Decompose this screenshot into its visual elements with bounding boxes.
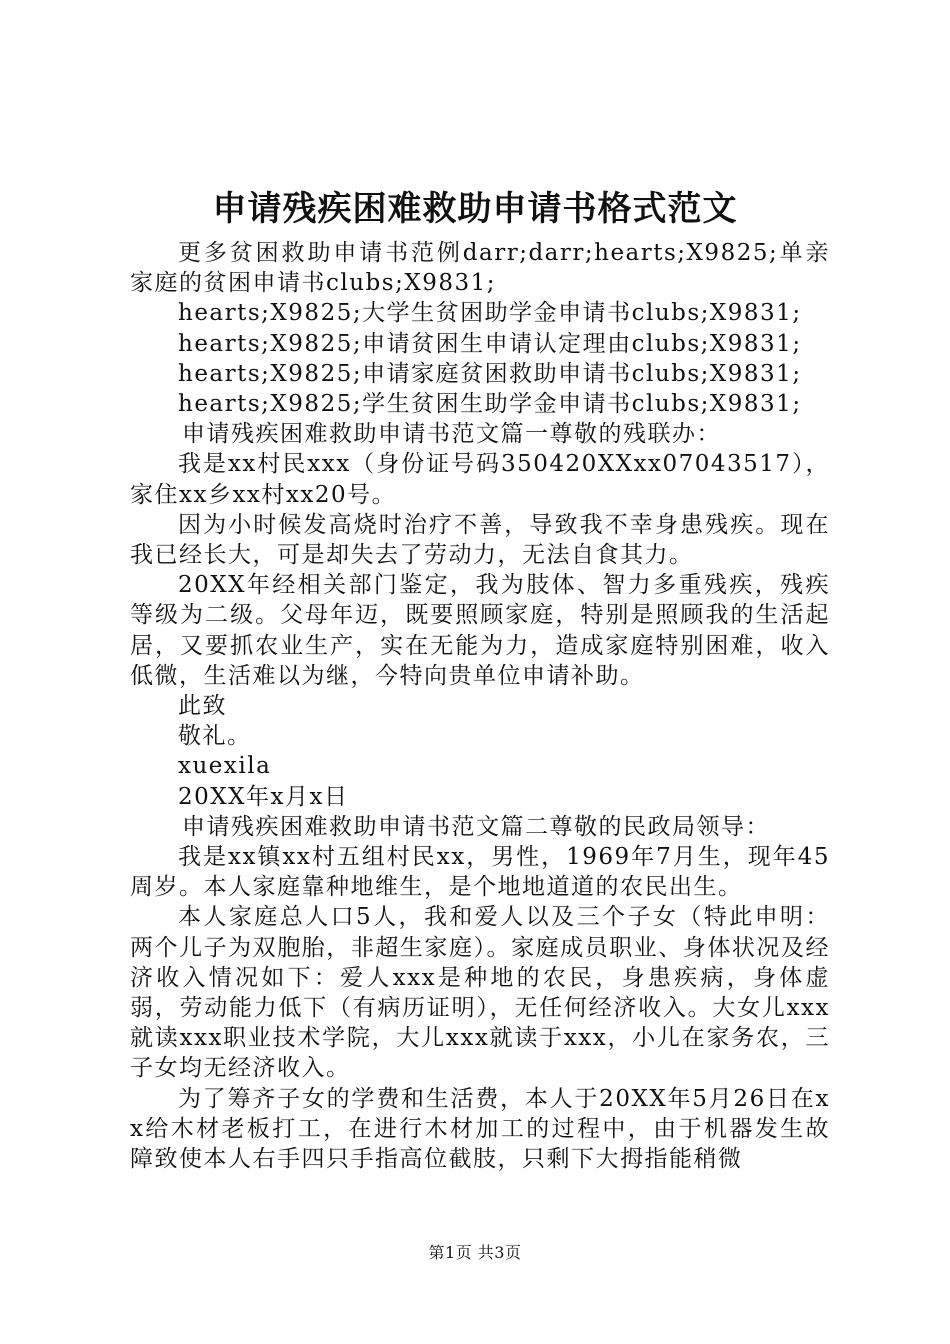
body-paragraph: 本人家庭总人口5人，我和爱人以及三个子女（特此申明：两个儿子为双胞胎，非超生家庭）。家庭成员职业、身体状况及经济收入情况如下：爱人xxx是种地的农民，身患疾病，身体虚弱，劳动能力低下（有病历证明），无任何经济收入。大女儿xxx就读xxx职业技术学院，大儿xxx就读于xxx，小儿在家务农，三子女均无经济收入。 bbox=[130, 904, 830, 1082]
list-item-link: hearts;X9825;申请贫困生申请认定理由clubs;X9831; bbox=[178, 330, 802, 357]
body-paragraph: 20XX年经相关部门鉴定，我为肢体、智力多重残疾，残疾等级为二级。父母年迈，既要照顾家庭，特别是照顾我的生活起居，又要抓农业生产，实在无能为力，造成家庭特别困难，收入低微，生活难以为继，今特向贵单位申请补助。 bbox=[130, 572, 830, 689]
paragraph-more-examples: 更多贫困救助申请书范例darr;darr;hearts;X9825;单亲家庭的贫困申请书clubs;X9831; bbox=[130, 240, 830, 297]
closing-salutation: 此致 bbox=[178, 693, 227, 720]
list-item-link: hearts;X9825;申请家庭贫困救助申请书clubs;X9831; bbox=[178, 360, 802, 387]
body-paragraph: 我是xx村民xxx（身份证号码350420XXxx07043517），家住xx乡xx村xx20号。 bbox=[130, 451, 830, 508]
closing-regards: 敬礼。 bbox=[178, 723, 252, 750]
section-heading-sample-two: 申请残疾困难救助申请书范文篇二尊敬的民政局领导： bbox=[182, 813, 770, 840]
document-body bbox=[130, 238, 830, 1174]
page-footer bbox=[0, 1241, 950, 1265]
date-line: 20XX年x月x日 bbox=[178, 783, 349, 810]
document-title: 申请残疾困难救助申请书格式范文 bbox=[212, 189, 738, 229]
page-number: 第1页 bbox=[428, 1243, 473, 1262]
section-heading-sample-one: 申请残疾困难救助申请书范文篇一尊敬的残联办： bbox=[182, 421, 721, 448]
list-item-link: hearts;X9825;学生贫困生助学金申请书clubs;X9831; bbox=[178, 391, 802, 418]
body-paragraph: 我是xx镇xx村五组村民xx，男性，1969年7月生，现年45周岁。本人家庭靠种地维生，是个地地道道的农民出生。 bbox=[130, 844, 830, 901]
body-paragraph: 因为小时候发高烧时治疗不善，导致我不幸身患残疾。现在我已经长大，可是却失去了劳动力，无法自食其力。 bbox=[130, 511, 830, 569]
page-total: 共3页 bbox=[477, 1243, 522, 1262]
body-paragraph: 为了筹齐子女的学费和生活费，本人于20XX年5月26日在xx给木材老板打工，在进行木材加工的过程中，由于机器发生故障致使本人右手四只手指高位截肢，只剩下大拇指能稍微 bbox=[130, 1085, 830, 1173]
signature: xuexila bbox=[178, 753, 272, 780]
list-item-link: hearts;X9825;大学生贫困助学金申请书clubs;X9831; bbox=[178, 300, 802, 327]
